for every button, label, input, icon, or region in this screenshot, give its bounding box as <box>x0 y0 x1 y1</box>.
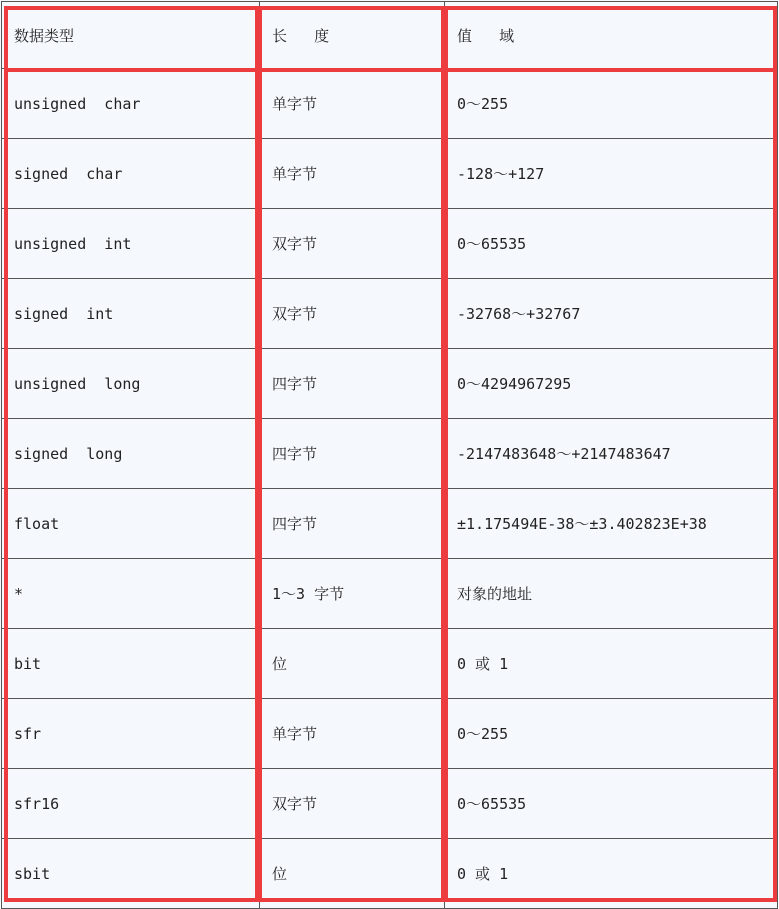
cell-data-type: bit <box>2 629 260 699</box>
table-row <box>2 209 778 279</box>
cell-length: 四字节 <box>260 349 445 419</box>
cell-length: 四字节 <box>260 419 445 489</box>
table-row <box>2 349 778 419</box>
table-header-row <box>2 2 778 69</box>
cell-data-type: sbit <box>2 839 260 909</box>
table-row <box>2 139 778 209</box>
cell-range: 对象的地址 <box>445 559 778 629</box>
cell-length: 四字节 <box>260 489 445 559</box>
cell-length: 位 <box>260 629 445 699</box>
header-length: 长 度 <box>260 2 445 69</box>
cell-length: 双字节 <box>260 769 445 839</box>
cell-range: 0～255 <box>445 699 778 769</box>
cell-range: 0～4294967295 <box>445 349 778 419</box>
cell-length: 单字节 <box>260 139 445 209</box>
cell-data-type: signed int <box>2 279 260 349</box>
cell-range: 0～255 <box>445 69 778 139</box>
table-row <box>2 279 778 349</box>
cell-data-type: unsigned int <box>2 209 260 279</box>
cell-range: -2147483648～+2147483647 <box>445 419 778 489</box>
cell-range: 0～65535 <box>445 769 778 839</box>
cell-length: 单字节 <box>260 69 445 139</box>
cell-range: ±1.175494E-38～±3.402823E+38 <box>445 489 778 559</box>
table-row <box>2 839 778 909</box>
cell-range: -128～+127 <box>445 139 778 209</box>
cell-length: 1～3 字节 <box>260 559 445 629</box>
cell-data-type: unsigned char <box>2 69 260 139</box>
cell-data-type: signed char <box>2 139 260 209</box>
table-row <box>2 69 778 139</box>
table-row <box>2 629 778 699</box>
cell-data-type: sfr <box>2 699 260 769</box>
cell-length: 单字节 <box>260 699 445 769</box>
cell-data-type: signed long <box>2 419 260 489</box>
table-row <box>2 559 778 629</box>
cell-range: -32768～+32767 <box>445 279 778 349</box>
table-row <box>2 769 778 839</box>
cell-length: 位 <box>260 839 445 909</box>
cell-length: 双字节 <box>260 279 445 349</box>
table-row <box>2 419 778 489</box>
header-range: 值 域 <box>445 2 778 69</box>
cell-data-type: * <box>2 559 260 629</box>
cell-data-type: sfr16 <box>2 769 260 839</box>
header-data-type: 数据类型 <box>2 2 260 69</box>
cell-data-type: unsigned long <box>2 349 260 419</box>
table-row <box>2 699 778 769</box>
data-type-table <box>1 1 778 909</box>
cell-range: 0 或 1 <box>445 629 778 699</box>
cell-range: 0 或 1 <box>445 839 778 909</box>
cell-range: 0～65535 <box>445 209 778 279</box>
table-row <box>2 489 778 559</box>
cell-length: 双字节 <box>260 209 445 279</box>
cell-data-type: float <box>2 489 260 559</box>
